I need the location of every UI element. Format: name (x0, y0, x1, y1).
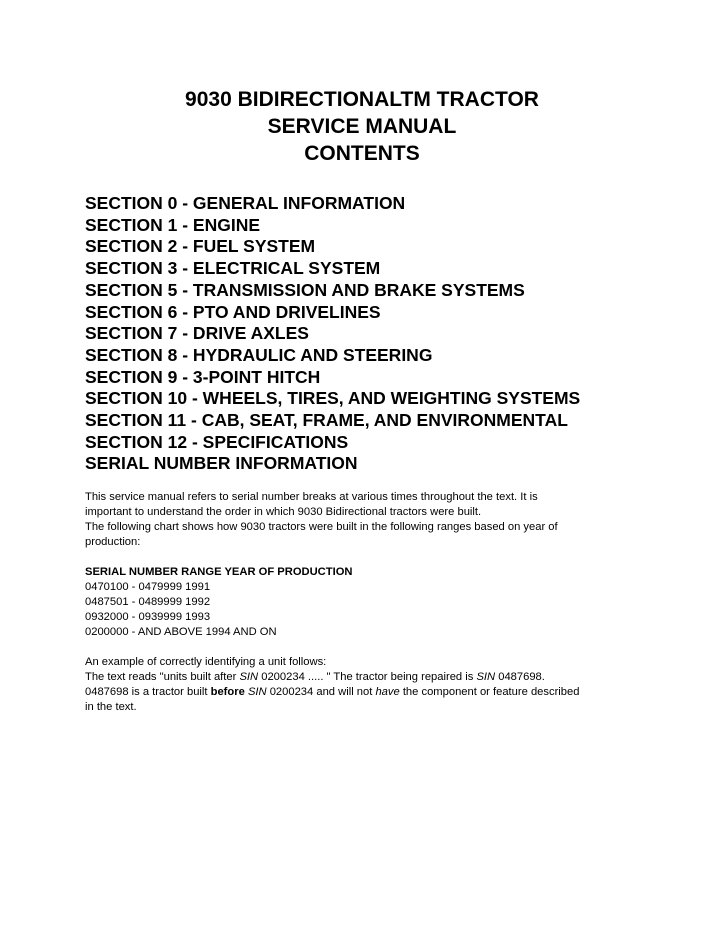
serial-table-row: 0932000 - 0939999 1993 (85, 611, 211, 623)
title-line-1: 9030 BIDIRECTIONALTM TRACTOR (185, 88, 539, 111)
example-have-italic: have (375, 686, 400, 698)
document-title (0, 86, 720, 167)
section-7-entry: SECTION 7 - DRIVE AXLES (85, 323, 309, 344)
section-11-entry: SECTION 11 - CAB, SEAT, FRAME, AND ENVIRONMENTAL (85, 410, 568, 431)
serial-number-table (85, 565, 645, 640)
example-sin-italic: SIN (239, 671, 259, 683)
serial-table-row: 0470100 - 0479999 1991 (85, 581, 211, 593)
example-line: in the text. (85, 701, 137, 713)
serial-table-row: 0200000 - AND ABOVE 1994 AND ON (85, 626, 277, 638)
intro-paragraph (85, 490, 645, 550)
section-0-entry: SECTION 0 - GENERAL INFORMATION (85, 193, 406, 213)
intro-line: production: (85, 536, 141, 548)
serial-table-row: 0487501 - 0489999 1992 (85, 596, 211, 608)
section-6-entry: SECTION 6 - PTO AND DRIVELINES (85, 301, 381, 322)
section-9-entry: SECTION 9 - 3-POINT HITCH (85, 366, 321, 387)
example-text: 0487698. (495, 671, 545, 683)
example-line (85, 685, 645, 700)
serial-number-info-entry: SERIAL NUMBER INFORMATION (85, 453, 358, 474)
example-text: the component or feature described (399, 686, 580, 698)
example-sin-italic: SIN (476, 671, 496, 683)
example-paragraph (85, 655, 645, 715)
section-2-entry: SECTION 2 - FUEL SYSTEM (85, 236, 316, 257)
body-text (85, 490, 645, 715)
intro-line: The following chart shows how 9030 tractors were built in the following ranges based on year of (85, 521, 558, 533)
intro-line: important to understand the order in which 9030 Bidirectional tractors were built. (85, 506, 482, 518)
title-line-2: SERVICE MANUAL (267, 115, 457, 138)
contents-list (85, 193, 705, 475)
example-line: An example of correctly identifying a unit follows: (85, 656, 327, 668)
example-text: 0487698 is a tractor built (85, 686, 211, 698)
intro-line: This service manual refers to serial number breaks at various times throughout the text. It is (85, 491, 538, 503)
example-line (85, 670, 645, 685)
example-before-bold: before (210, 686, 245, 698)
example-text: 0200234 ..... " The tractor being repaired is (258, 671, 477, 683)
section-3-entry: SECTION 3 - ELECTRICAL SYSTEM (85, 258, 381, 279)
section-12-entry: SECTION 12 - SPECIFICATIONS (85, 431, 349, 452)
section-10-entry: SECTION 10 - WHEELS, TIRES, AND WEIGHTING SYSTEMS (85, 388, 581, 409)
serial-table-header: SERIAL NUMBER RANGE YEAR OF PRODUCTION (85, 566, 353, 578)
example-text: 0200234 and will not (266, 686, 376, 698)
section-1-entry: SECTION 1 - ENGINE (85, 214, 261, 235)
paragraph-spacer (85, 640, 645, 655)
paragraph-spacer (85, 550, 645, 565)
section-5-entry: SECTION 5 - TRANSMISSION AND BRAKE SYSTEMS (85, 279, 525, 300)
section-8-entry: SECTION 8 - HYDRAULIC AND STEERING (85, 344, 433, 365)
example-sin-italic: SIN (247, 686, 267, 698)
title-line-3: CONTENTS (304, 142, 420, 165)
example-text: The text reads "units built after (85, 671, 240, 683)
